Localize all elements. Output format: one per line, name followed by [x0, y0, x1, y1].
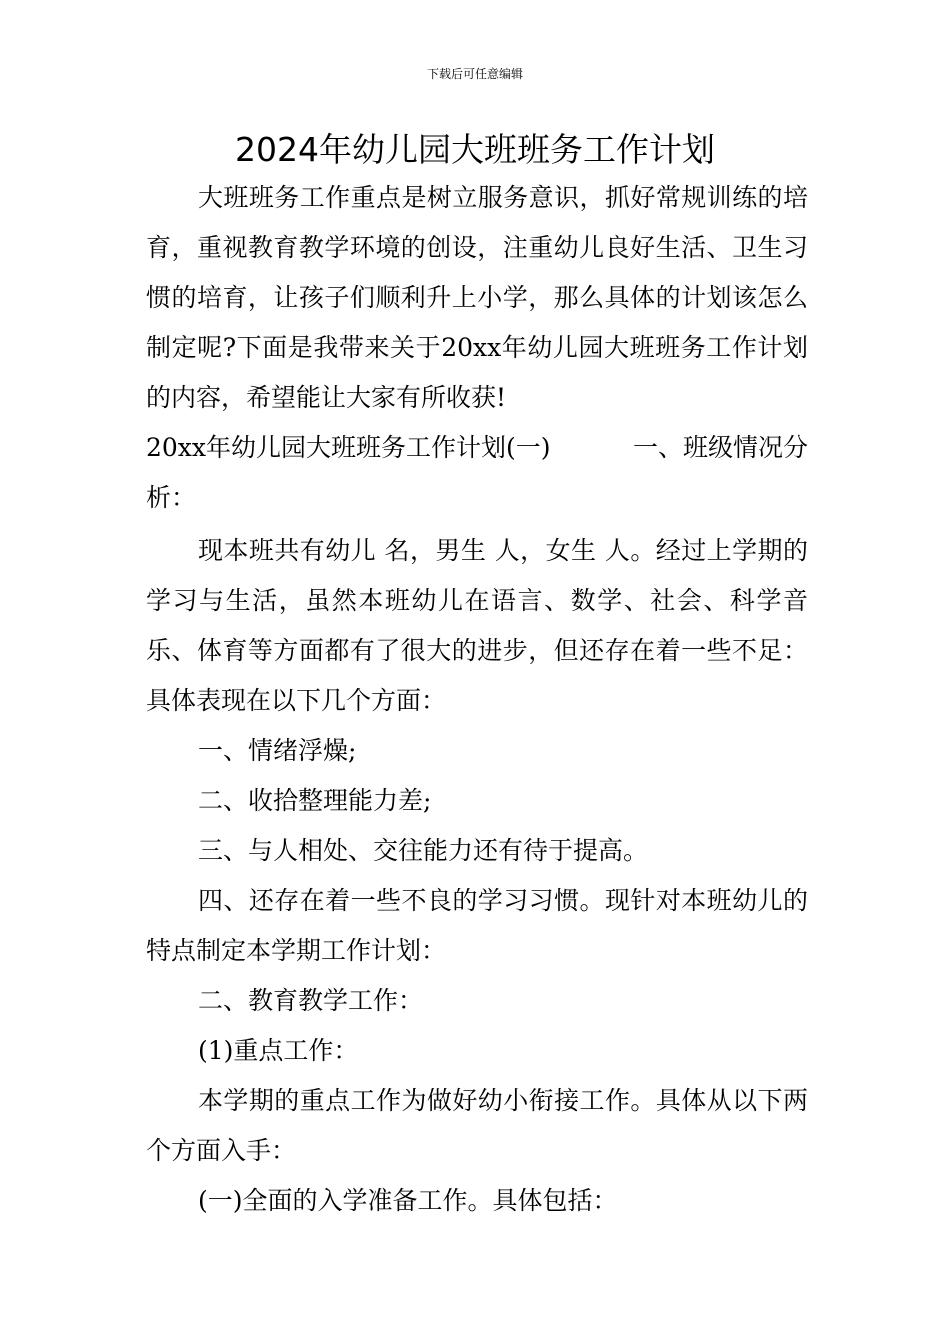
intro-paragraph: 大班班务工作重点是树立服务意识，抓好常规训练的培育，重视教育教学环境的创设，注重幼儿良好生活、卫生习惯的培育，让孩子们顺利升上小学，那么具体的计划该怎么制定呢?下面是我带来关于20xx年幼儿园大班班务工作计划的内容，希望能让大家有所收获! — [146, 183, 808, 412]
sub-list-item-1: (一)全面的入学准备工作。具体包括： — [198, 1186, 618, 1215]
list-item-4: 四、还存在着一些不良的学习习惯。现针对本班幼儿的特点制定本学期工作计划： — [146, 886, 808, 965]
section-heading-title: 20xx年幼儿园大班班务工作计划(一) — [146, 433, 551, 462]
list-item-1: 一、情绪浮燥; — [198, 736, 357, 765]
class-situation-paragraph: 现本班共有幼儿 名，男生 人，女生 人。经过上学期的学习与生活，虽然本班幼儿在语言、数学、社会、科学音乐、体育等方面都有了很大的进步，但还存在着一些不足：具体表现在以下几个方面： — [146, 536, 808, 715]
section-heading — [146, 423, 808, 473]
list-item-2: 二、收拾整理能力差; — [198, 786, 432, 815]
teaching-heading: 二、教育教学工作： — [198, 986, 424, 1015]
focus-subheading: (1)重点工作： — [198, 1036, 359, 1065]
focus-paragraph: 本学期的重点工作为做好幼小衔接工作。具体从以下两个方面入手： — [146, 1086, 808, 1165]
header-note: 下载后可任意编辑 — [426, 67, 523, 81]
section-heading-continuation: 析： — [146, 483, 197, 512]
document-body — [146, 173, 808, 1226]
section-heading-subtitle: 一、班级情况分 — [632, 433, 808, 462]
document-title: 2024年幼儿园大班班务工作计划 — [235, 130, 715, 169]
list-item-3: 三、与人相处、交往能力还有待于提高。 — [198, 836, 649, 865]
